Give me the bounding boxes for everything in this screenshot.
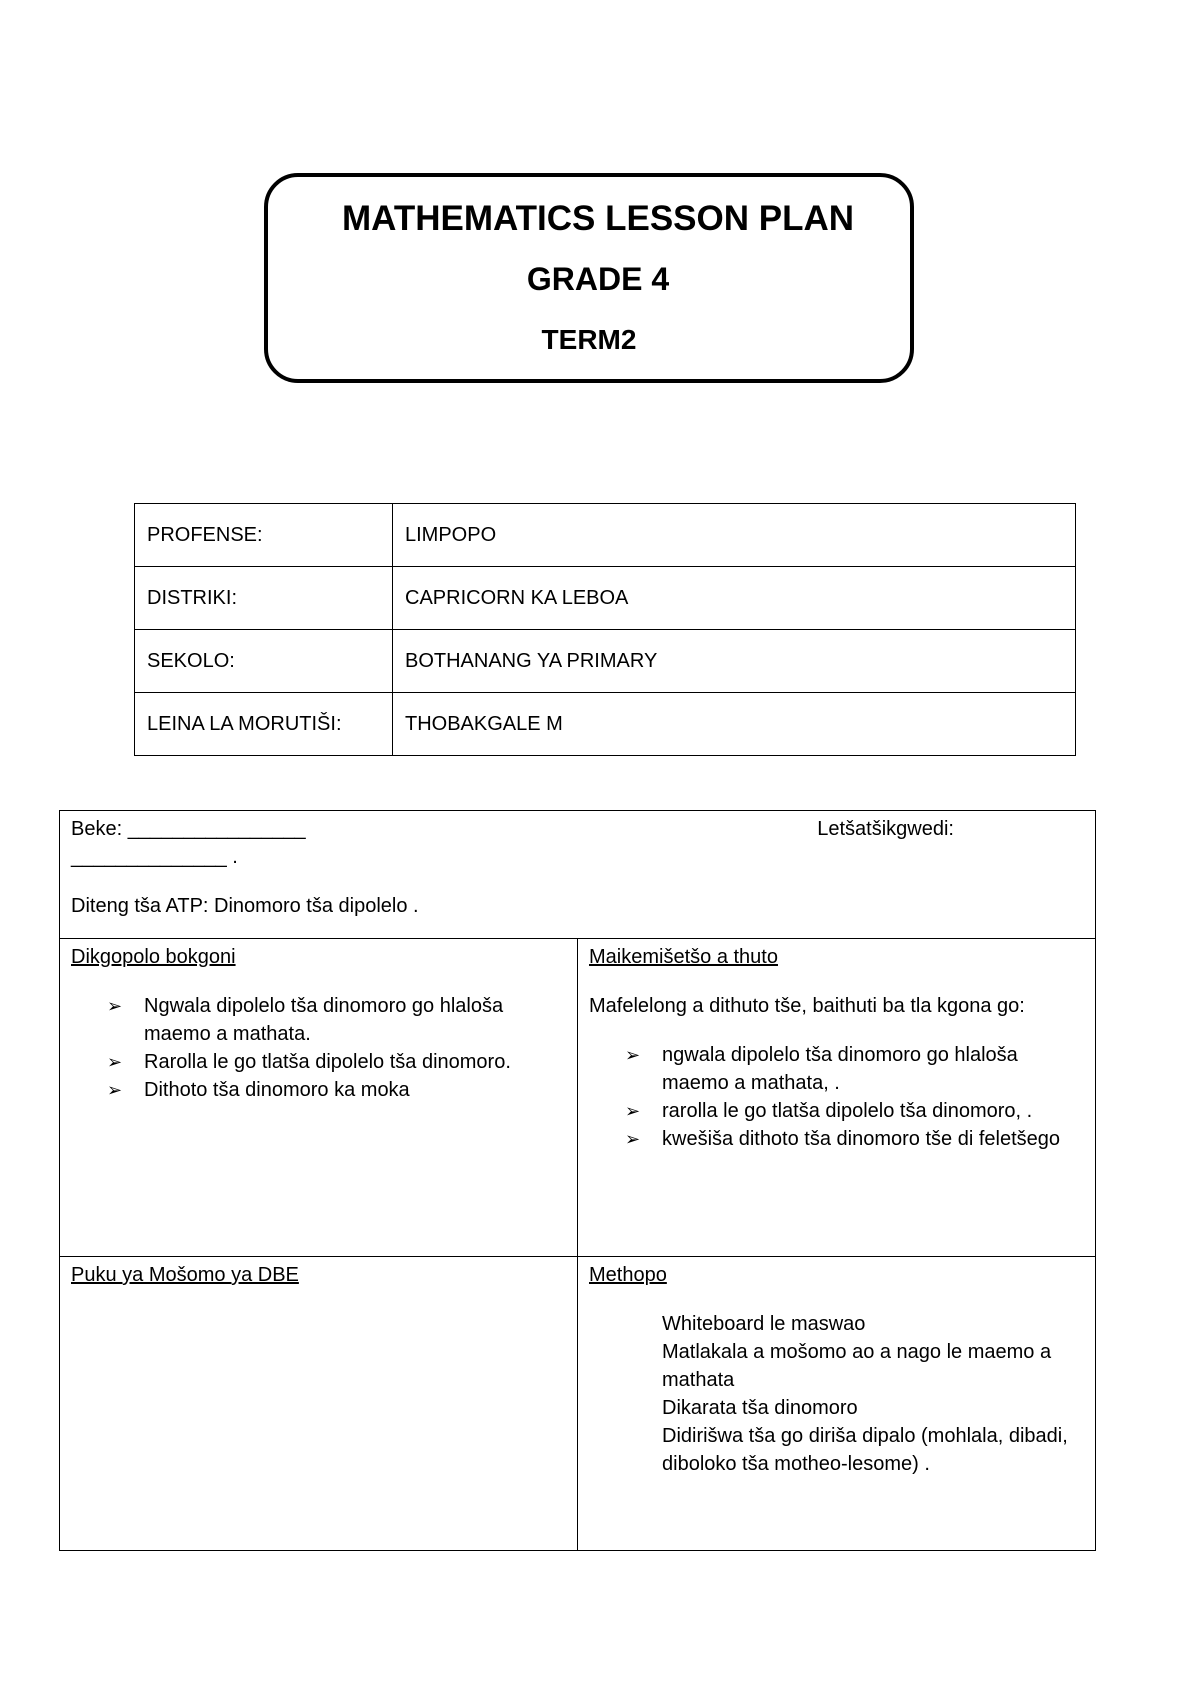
workbook-cell bbox=[60, 1257, 578, 1551]
plan-resources-row bbox=[60, 1257, 1096, 1551]
plan-header-row bbox=[60, 811, 1096, 939]
arrow-bullet-icon: ➢ bbox=[625, 1129, 641, 1149]
info-row-school bbox=[135, 630, 1076, 693]
document-title: MATHEMATICS LESSON PLAN bbox=[341, 199, 855, 238]
list-item: Dikarata tša dinomoro bbox=[662, 1397, 858, 1419]
info-row-province bbox=[135, 504, 1076, 567]
list-item: ➢ kwešiša dithoto tša dinomoro tše di feletšego bbox=[589, 1125, 1084, 1153]
info-label: SEKOLO: bbox=[135, 630, 393, 693]
list-item: Whiteboard le maswao bbox=[662, 1313, 866, 1335]
info-row-teacher bbox=[135, 693, 1076, 756]
atp-topic: Diteng tša ATP: Dinomoro tša dipolelo . bbox=[71, 895, 419, 917]
info-value: LIMPOPO bbox=[393, 504, 1076, 567]
info-label: PROFENSE: bbox=[135, 504, 393, 567]
week-label: Beke: ________________ bbox=[71, 818, 306, 840]
list-item: ➢ Ngwala dipolelo tša dinomoro go hlaloša maemo a mathata. bbox=[71, 992, 566, 1048]
arrow-bullet-icon: ➢ bbox=[625, 1045, 641, 1065]
week-cell bbox=[60, 811, 1096, 939]
info-row-district bbox=[135, 567, 1076, 630]
list-item: ➢ Rarolla le go tlatša dipolelo tša dinomoro. bbox=[71, 1048, 566, 1076]
list-item: ➢ Dithoto tša dinomoro ka moka bbox=[71, 1076, 566, 1104]
info-label: DISTRIKI: bbox=[135, 567, 393, 630]
info-value: CAPRICORN KA LEBOA bbox=[393, 567, 1076, 630]
objectives-cell bbox=[578, 939, 1096, 1257]
plan-skills-row bbox=[60, 939, 1096, 1257]
lesson-plan-table bbox=[59, 810, 1096, 1551]
grade-label: GRADE 4 bbox=[526, 261, 670, 297]
arrow-bullet-icon: ➢ bbox=[107, 996, 123, 1016]
objectives-heading: Maikemišetšo a thuto bbox=[589, 946, 778, 968]
info-value: THOBAKGALE M bbox=[393, 693, 1076, 756]
arrow-bullet-icon: ➢ bbox=[107, 1080, 123, 1100]
title-box bbox=[264, 173, 914, 383]
resources-list bbox=[589, 1310, 1084, 1478]
arrow-bullet-icon: ➢ bbox=[107, 1052, 123, 1072]
skills-heading: Dikgopolo bokgoni bbox=[71, 946, 236, 968]
workbook-heading: Puku ya Mošomo ya DBE bbox=[71, 1264, 299, 1286]
date-line: ______________ . bbox=[71, 846, 238, 868]
objectives-list bbox=[589, 1041, 1084, 1153]
resources-heading: Methopo bbox=[589, 1264, 667, 1286]
term-label: TERM2 bbox=[541, 324, 637, 355]
skills-cell bbox=[60, 939, 578, 1257]
school-info-table bbox=[134, 503, 1076, 756]
arrow-bullet-icon: ➢ bbox=[625, 1101, 641, 1121]
list-item: Matlakala a mošomo ao a nago le maemo a mathata bbox=[662, 1341, 1052, 1391]
skills-list bbox=[71, 992, 566, 1104]
list-item: ➢ ngwala dipolelo tša dinomoro go hlaloša maemo a mathata, . bbox=[589, 1041, 1084, 1097]
objectives-intro: Mafelelong a dithuto tše, baithuti ba tla kgona go: bbox=[589, 995, 1025, 1017]
date-label: Letšatšikgwedi: bbox=[817, 818, 954, 840]
info-label: LEINA LA MORUTIŠI: bbox=[135, 693, 393, 756]
resources-cell bbox=[578, 1257, 1096, 1551]
list-item: ➢ rarolla le go tlatša dipolelo tša dinomoro, . bbox=[589, 1097, 1084, 1125]
info-value: BOTHANANG YA PRIMARY bbox=[393, 630, 1076, 693]
list-item: Didirišwa tša go diriša dipalo (mohlala, dibadi, diboloko tša motheo-lesome) . bbox=[662, 1425, 1068, 1475]
